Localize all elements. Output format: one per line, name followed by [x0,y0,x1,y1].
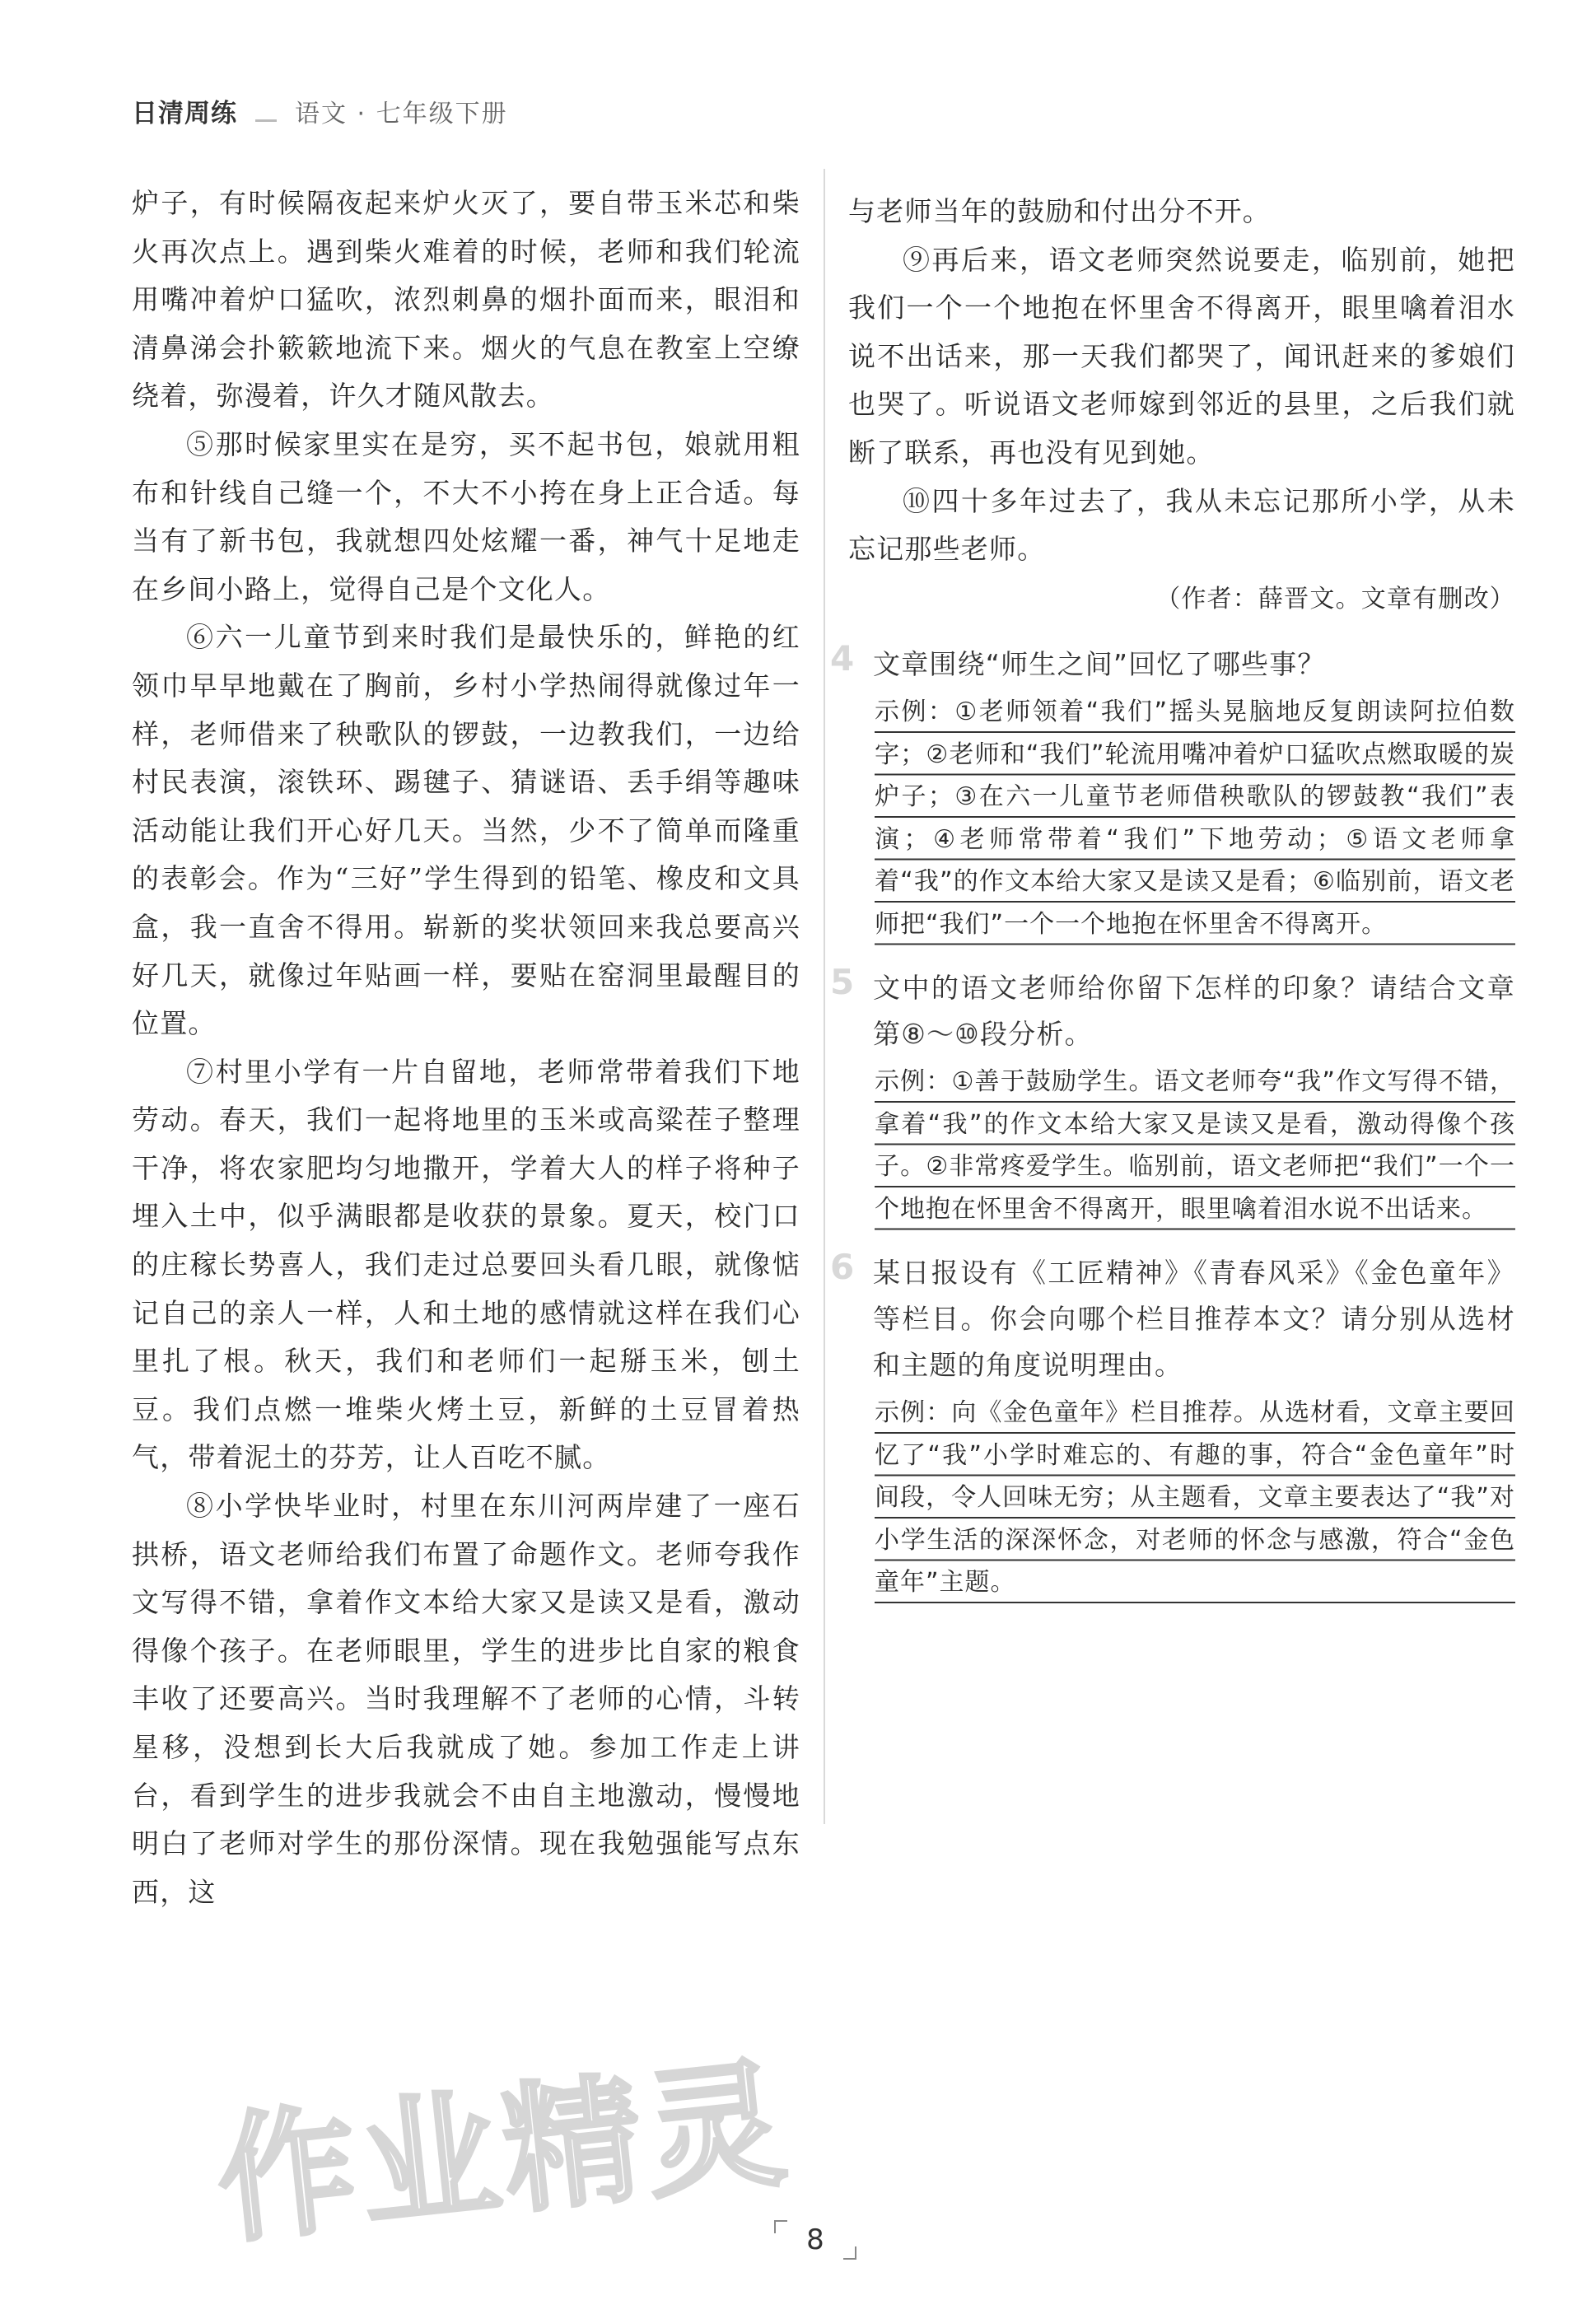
question-5 [830,962,1515,1232]
answer-text: 示例：向《金色童年》栏目推荐。从选材看，文章主要回忆了“我”小学时难忘的、有趣的事，符合“金色童年”时间段，令人回味无穷；从主题看，文章主要表达了“我”对小学生活的深深怀念，对老师的怀念与感激，符合“金色童年”主题。 [875,1392,1515,1606]
subject-label: 语文 · 七年级下册 [295,100,508,128]
question-number: 6 [830,1247,856,1288]
answer-text: 示例：①老师领着“我们”摇头晃脑地反复朗读阿拉伯数字；②老师和“我们”轮流用嘴冲着炉口猛吹点燃取暖的炭炉子；③在六一儿童节老师借秧歌队的锣鼓教“我们”表演；④老师常带着“我们”下地劳动；⑤语文老师拿着“我”的作文本给大家又是读又是看；⑥临别前，语文老师把“我们”一个一个地抱在怀里舍不得离开。 [875,691,1515,947]
paragraph-9: ⑨再后来，语文老师突然说要走，临别前，她把我们一个一个地抱在怀里舍不得离开，眼里噙着泪水说不出话来，那一天我们都哭了，闻讯赶来的爹娘们也哭了。听说语文老师嫁到邻近的县里，之后我们就断了联系，再也没有见到她。 [848,243,1515,469]
answer-text: 示例：①善于鼓励学生。语文老师夸“我”作文写得不错，拿着“我”的作文本给大家又是读又是看，激动得像个孩子。②非常疼爱学生。临别前，语文老师把“我们”一个一个地抱在怀里舍不得离开，眼里噙着泪水说不出话来。 [875,1061,1515,1232]
paragraph-7: ⑦村里小学有一片自留地，老师常带着我们下地劳动。春天，我们一起将地里的玉米或高粱茬子整理干净，将农家肥均匀地撒开，学着大人的样子将种子埋入土中，似乎满眼都是收获的景象。夏天，校门口的庄稼长势喜人，我们走过总要回头看几眼，就像惦记自己的亲人一样，人和土地的感情就这样在我们心里扎了根。秋天，我们和老师们一起掰玉米，刨土豆。我们点燃一堆柴火烤土豆，新鲜的土豆冒着热气，带着泥土的芬芳，让人百吃不腻。 [132,1055,800,1474]
question-number: 4 [830,638,856,679]
article-source: （作者：薛晋文。文章有删改） [1155,584,1515,613]
question-text: 文章围绕“师生之间”回忆了哪些事？ [873,648,1326,681]
paragraph-10: ⑩四十多年过去了，我从未忘记那所小学，从未忘记那些老师。 [848,484,1515,566]
question-text: 某日报设有《工匠精神》《青春风采》《金色童年》等栏目。你会向哪个栏目推荐本文？请分别从选材和主题的角度说明理由。 [873,1257,1515,1382]
bracket-bottom-right [843,2246,856,2260]
right-column [830,188,1515,1606]
question-6 [830,1247,1515,1606]
question-number: 5 [830,962,856,1003]
page-number-value: 8 [806,2223,824,2256]
paragraph-8-end: 与老师当年的鼓励和付出分不开。 [848,195,1271,227]
paragraph-6: ⑥六一儿童节到来时我们是最快乐的，鲜艳的红领巾早早地戴在了胸前，乡村小学热闹得就像过年一样，老师借来了秧歌队的锣鼓，一边教我们，一边给村民表演，滚铁环、踢毽子、猜谜语、丢手绢等趣味活动能让我们开心好几天。当然，少不了简单而隆重的表彰会。作为“三好”学生得到的铅笔、橡皮和文具盒，我一直舍不得用。崭新的奖状领回来我总要高兴好几天，就像过年贴画一样，要贴在窑洞里最醒目的位置。 [132,621,800,1040]
page-number [774,2223,856,2256]
bracket-top-left [774,2220,787,2233]
left-column [132,180,800,1916]
paragraph-8: ⑧小学快毕业时，村里在东川河两岸建了一座石拱桥，语文老师给我们布置了命题作文。老师夸我作文写得不错，拿着作文本给大家又是读又是看，激动得像个孩子。在老师眼里，学生的进步比自家的粮食丰收了还要高兴。当时我理解不了老师的心情，斗转星移，没想到长大后我就成了她。参加工作走上讲台，看到学生的进步我就会不由自主地激动，慢慢地明白了老师对学生的那份深情。现在我勉强能写点东西，这 [132,1490,800,1908]
question-text: 文中的语文老师给你留下怎样的印象？请结合文章第⑧～⑩段分析。 [873,972,1515,1051]
book-title: 日清周练 [132,99,237,128]
paragraph-5: ⑤那时候家里实在是穷，买不起书包，娘就用粗布和针线自己缝一个，不大不小挎在身上正合适。每当有了新书包，我就想四处炫耀一番，神气十足地走在乡间小路上，觉得自己是个文化人。 [132,427,800,605]
page-header [132,92,508,129]
question-4 [830,638,1515,947]
header-separator [255,119,277,122]
paragraph-continued: 炉子，有时候隔夜起来炉火灭了，要自带玉米芯和柴火再次点上。遇到柴火难着的时候，老师和我们轮流用嘴冲着炉口猛吹，浓烈刺鼻的烟扑面而来，眼泪和清鼻涕会扑簌簌地流下来。烟火的气息在教室上空缭绕着，弥漫着，许久才随风散去。 [132,187,800,413]
column-divider [824,169,825,1824]
watermark-logo: 作业精灵 [210,2042,797,2263]
